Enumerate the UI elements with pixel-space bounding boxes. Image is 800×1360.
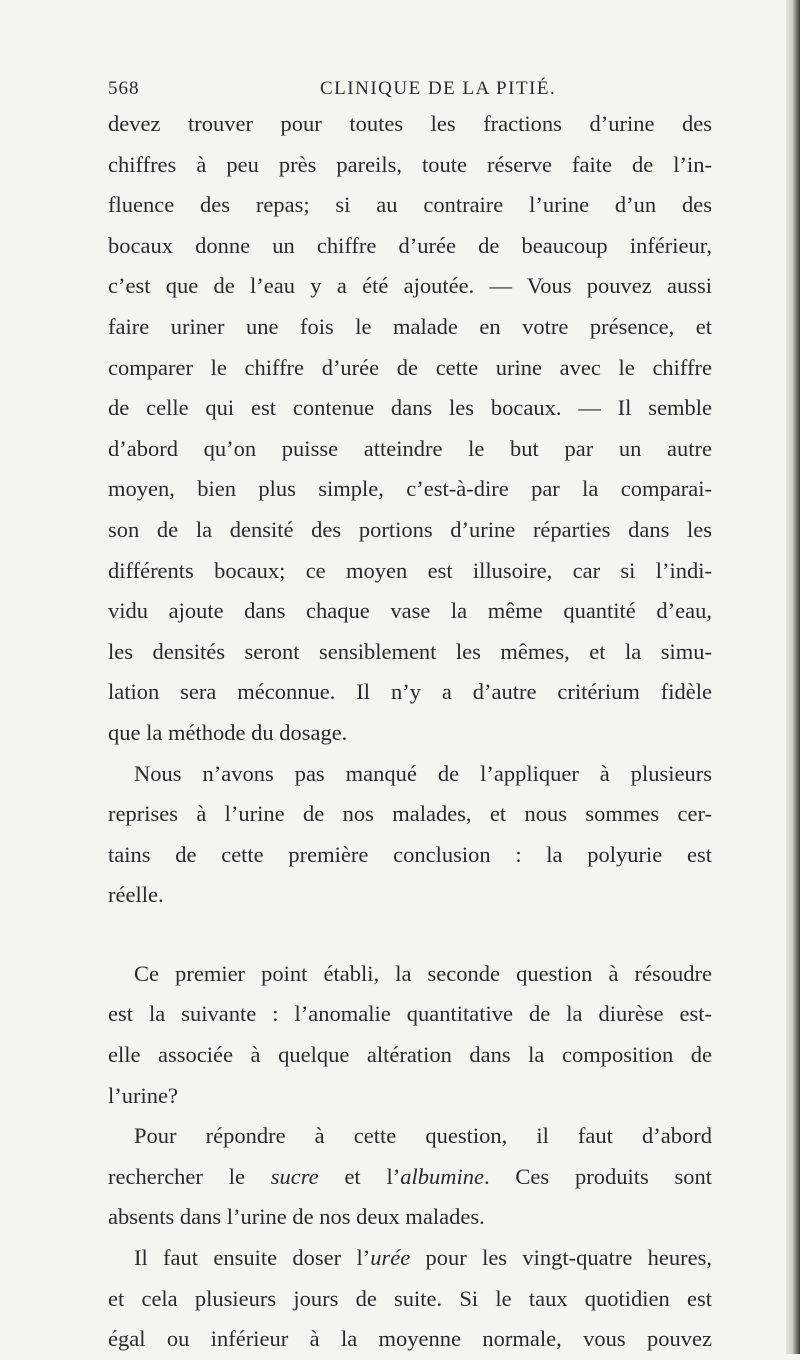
text-line: égal ou inférieur à la moyenne normale, vous pouvez [108,1326,712,1352]
text-line: lation sera méconnue. Il n’y a d’autre critérium fidèle [108,679,712,705]
text-line: moyen, bien plus simple, c’est-à-dire par la comparai- [108,476,712,502]
text-line: de celle qui est contenue dans les bocaux. — Il semble [108,395,712,421]
text-line: devez trouver pour toutes les fractions d’urine des [108,111,712,136]
text-line: Nous n’avons pas manqué de l’appliquer à plusieurs [134,760,712,786]
text-run: Il faut ensuite doser l’ [134,1245,371,1271]
text-line: Pour répondre à cette question, il faut d’abord [134,1123,712,1149]
text-line: vidu ajoute dans chaque vase la même quantité d’eau, [108,598,712,624]
text-run: . Ces produits sont [483,1163,713,1189]
text-line: bocaux donne un chiffre d’urée de beaucoup inférieur, [108,232,712,258]
text-line: l’urine? [108,1082,178,1108]
text-line: différents bocaux; ce moyen est illusoire, car si l’indi- [108,557,712,583]
text-line: elle associée à quelque altération dans la composition de [108,1042,712,1068]
italic-term-sucre: sucre [270,1163,319,1189]
italic-term-uree: urée [370,1245,411,1271]
text-line: son de la densité des portions d’urine réparties dans les [108,516,712,542]
text-line: et cela plusieurs jours de suite. Si le taux quotidien est [108,1285,712,1311]
text-line: que la méthode du dosage. [108,719,348,745]
paragraph-separator [108,916,712,954]
text-line: faire uriner une fois le malade en votre présence, et [108,313,712,339]
paragraph-1 [108,104,712,754]
text-line: est la suivante : l’anomalie quantitative de la diurèse est- [108,1001,712,1027]
text-line: tains de cette première conclusion : la polyurie est [108,841,712,867]
text-run: rechercher le [108,1163,271,1189]
text-line: c’est que de l’eau y a été ajoutée. — Vous pouvez aussi [108,273,712,299]
italic-term-albumine: albumine [400,1163,484,1189]
text-run: et l’ [318,1163,401,1189]
text-line-with-italics [108,1157,712,1198]
text-line: comparer le chiffre d’urée de cette urine avec le chiffre [108,354,712,380]
text-line: chiffres à peu près pareils, toute réserve faite de l’in- [108,151,712,177]
body-text [108,104,712,1360]
text-line: absents dans l’urine de nos deux malades. [108,1204,485,1230]
text-line-with-italics [108,1238,712,1279]
text-line: les densités seront sensiblement les mêmes, et la simu- [108,638,712,664]
text-run: pour les vingt-quatre heures, [410,1245,712,1271]
paragraph-4 [108,1116,712,1238]
paragraph-5 [108,1238,712,1360]
text-line: réelle. [108,882,164,908]
text-line: fluence des repas; si au contraire l’urine d’un des [108,192,712,218]
page-edge-shadow [786,0,800,1354]
paragraph-3 [108,954,712,1116]
paragraph-2 [108,754,712,916]
running-title: CLINIQUE DE LA PITIÉ. [320,78,557,99]
text-line: d’abord qu’on puisse atteindre le but par un autre [108,435,712,461]
text-line: reprises à l’urine de nos malades, et nous sommes cer- [108,801,712,827]
text-line: Ce premier point établi, la seconde question à résoudre [134,960,712,986]
page-number: 568 [108,78,140,99]
